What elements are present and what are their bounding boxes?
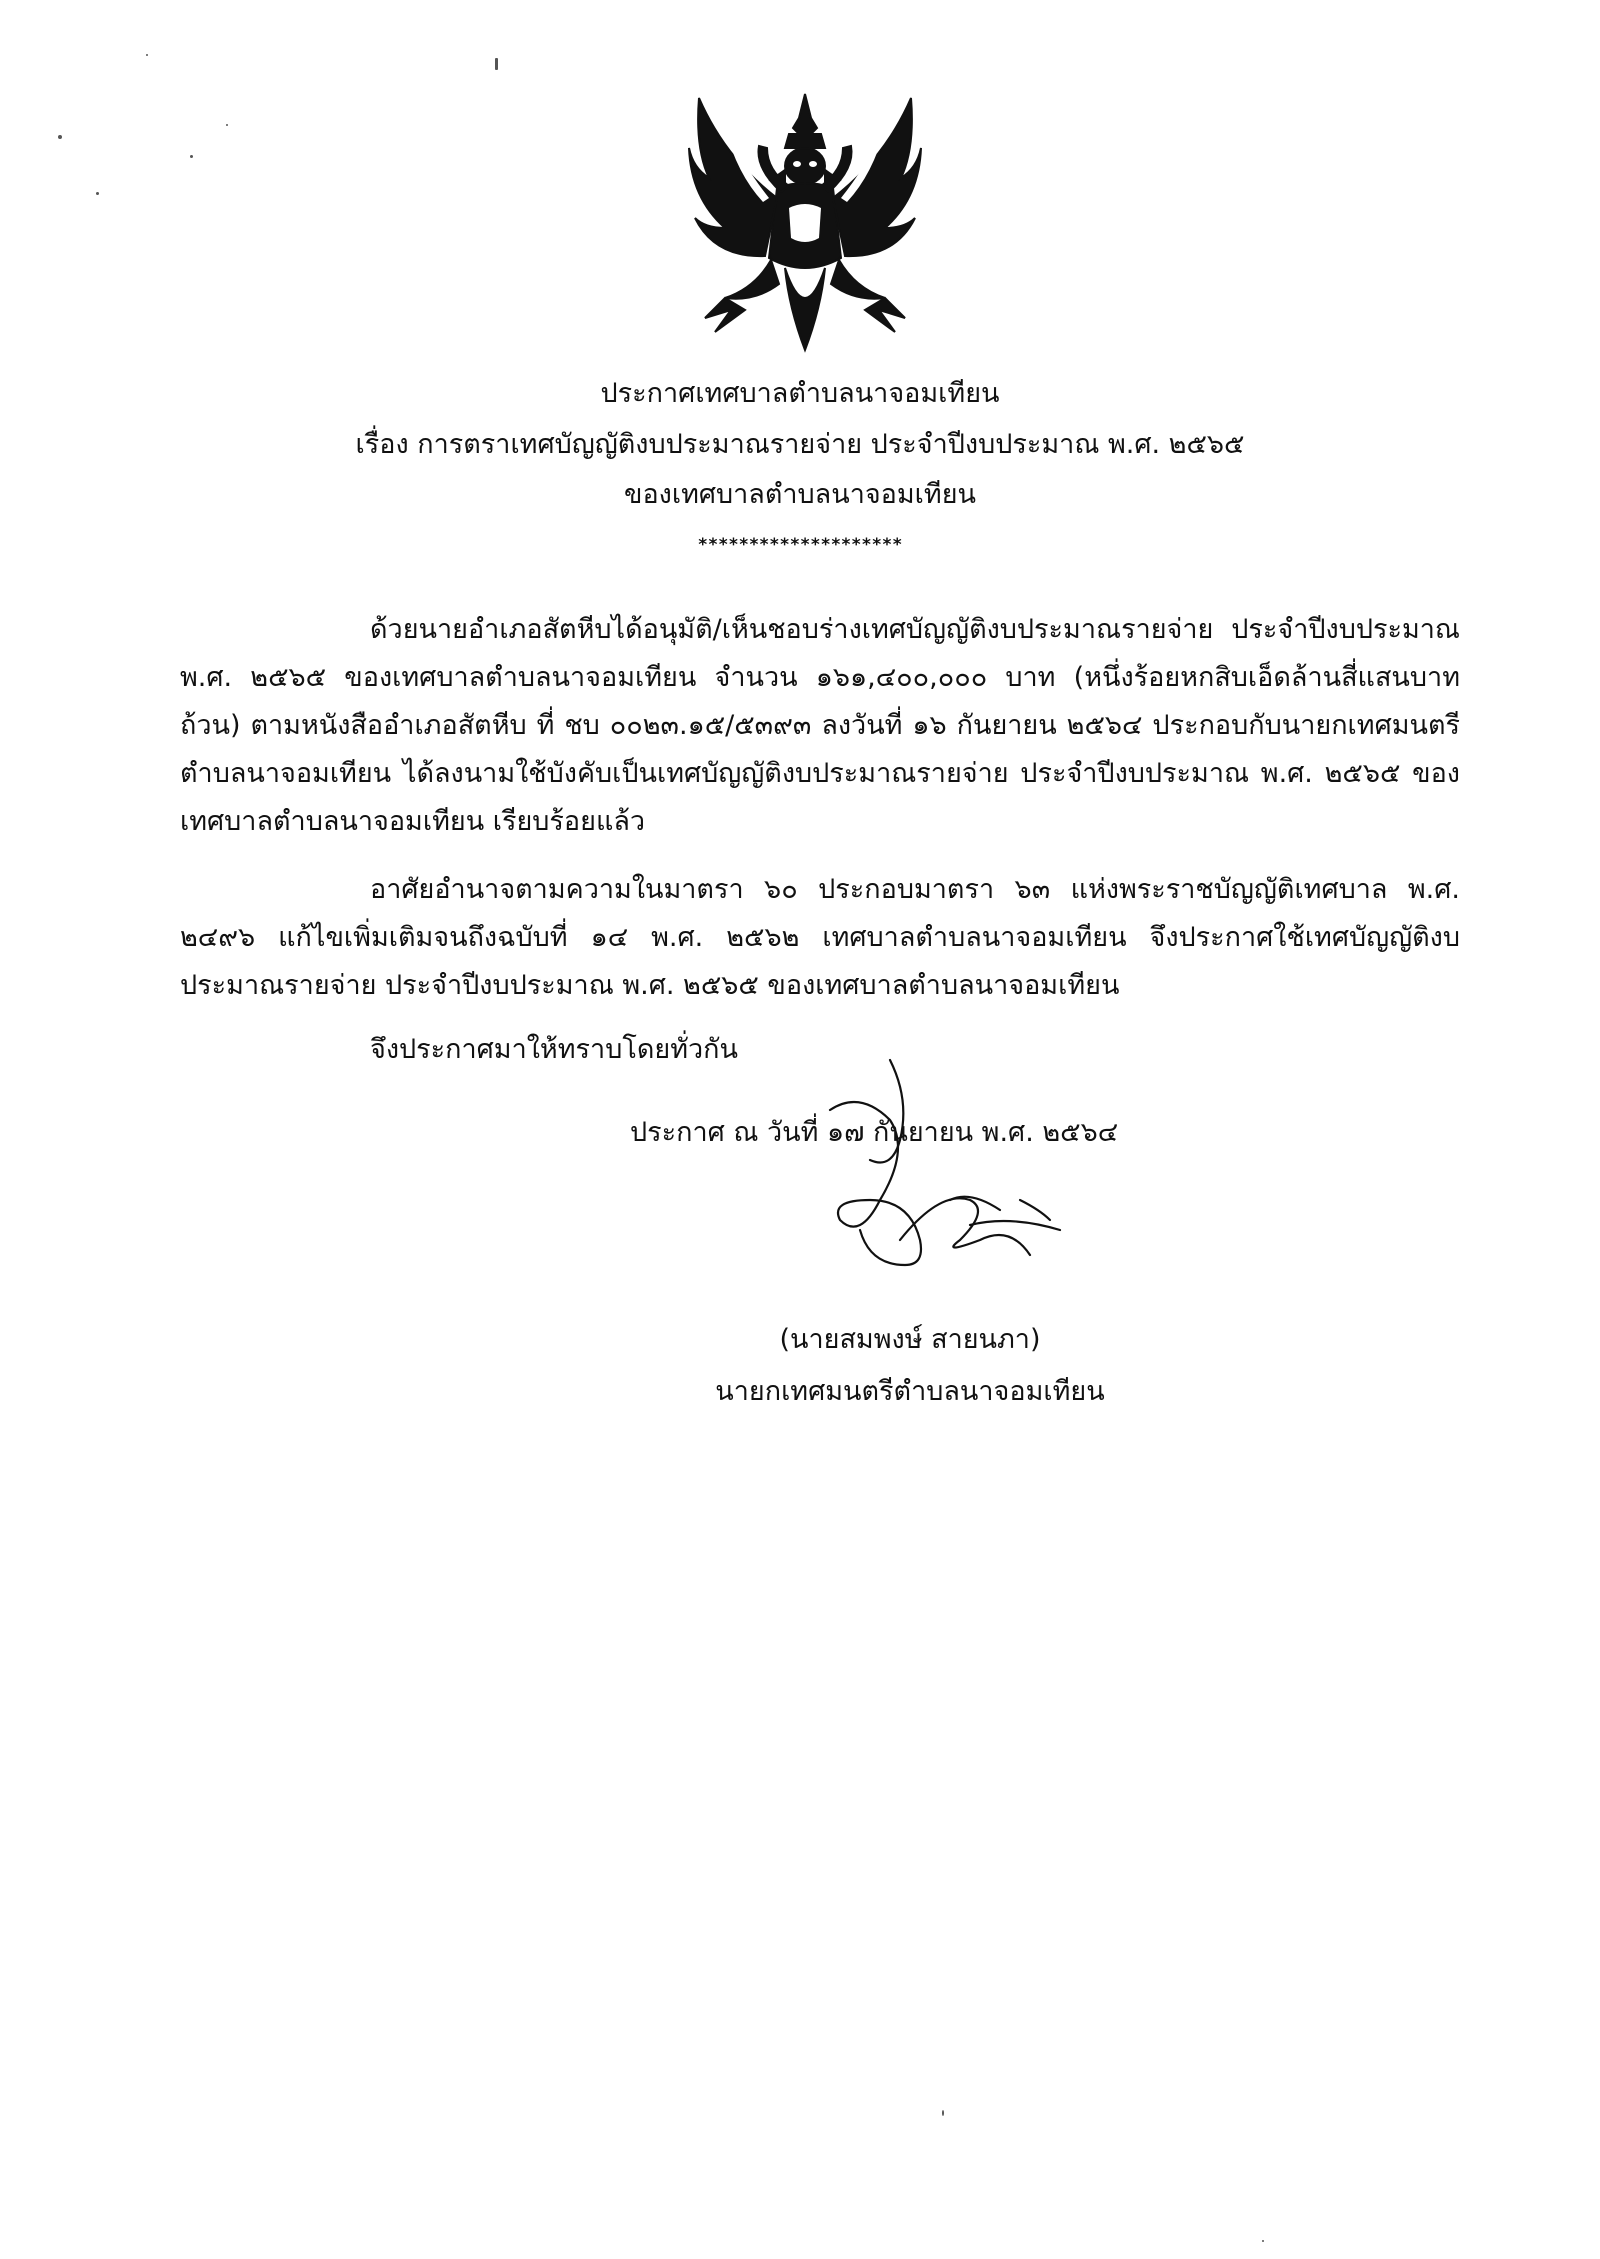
signatory-name: (นายสมพงษ์ สายนภา) — [779, 1324, 1041, 1355]
scan-speck — [1262, 2240, 1264, 2242]
scan-speck — [146, 54, 148, 56]
signatory-position: นายกเทศมนตรีตำบลนาจอมเทียน — [715, 1376, 1105, 1407]
scan-speck — [942, 2110, 944, 2116]
scan-speck — [58, 135, 62, 139]
announcement-subject: เรื่อง การตราเทศบัญญัติงบประมาณรายจ่าย ประจำปีงบประมาณ พ.ศ. ๒๕๖๕ — [355, 429, 1245, 460]
announcement-issuer: ของเทศบาลตำบลนาจอมเทียน — [623, 479, 976, 510]
scan-speck — [96, 192, 99, 195]
garuda-emblem-icon — [685, 88, 925, 356]
scan-speck — [226, 124, 228, 126]
body-paragraph-2: อาศัยอำนาจตามความในมาตรา ๖๐ ประกอบมาตรา ๖๓ แห่งพระราชบัญญัติเทศบาล พ.ศ. ๒๔๙๖ แก้ไขเพิ่มเติมจนถึงฉบับที่ ๑๔ พ.ศ. ๒๕๖๒ เทศบาลตำบลนาจอมเทียน จึงประกาศใช้เทศบัญญัติงบประมาณรายจ่าย ประจำปีงบประมาณ พ.ศ. ๒๕๖๕ ของเทศบาลตำบลนาจอมเทียน — [180, 874, 1460, 1001]
closing-line: จึงประกาศมาให้ทราบโดยทั่วกัน — [370, 1034, 738, 1065]
scan-speck — [495, 58, 498, 70]
body-paragraph-1: ด้วยนายอำเภอสัตหีบได้อนุมัติ/เห็นชอบร่างเทศบัญญัติงบประมาณรายจ่าย ประจำปีงบประมาณ พ.ศ. ๒๕๖๕ ของเทศบาลตำบลนาจอมเทียน จำนวน ๑๖๑,๔๐๐,๐๐๐ บาท (หนึ่งร้อยหกสิบเอ็ดล้านสี่แสนบาทถ้วน) ตามหนังสืออำเภอสัตหีบ ที่ ชบ ๐๐๒๓.๑๕/๕๓๙๓ ลงวันที่ ๑๖ กันยายน ๒๕๖๔ ประกอบกับนายกเทศมนตรีตำบลนาจอมเทียน ได้ลงนามใช้บังคับเป็นเทศบัญญัติงบประมาณรายจ่าย ประจำปีงบประมาณ พ.ศ. ๒๕๖๕ ของเทศบาลตำบลนาจอมเทียน เรียบร้อยแล้ว — [180, 614, 1460, 837]
separator: ******************** — [697, 535, 903, 555]
announcement-title: ประกาศเทศบาลตำบลนาจอมเทียน — [600, 378, 1000, 409]
scan-speck — [190, 155, 193, 158]
dateline: ประกาศ ณ วันที่ ๑๗ กันยายน พ.ศ. ๒๕๖๔ — [630, 1117, 1119, 1148]
signature-icon — [800, 1050, 1100, 1310]
